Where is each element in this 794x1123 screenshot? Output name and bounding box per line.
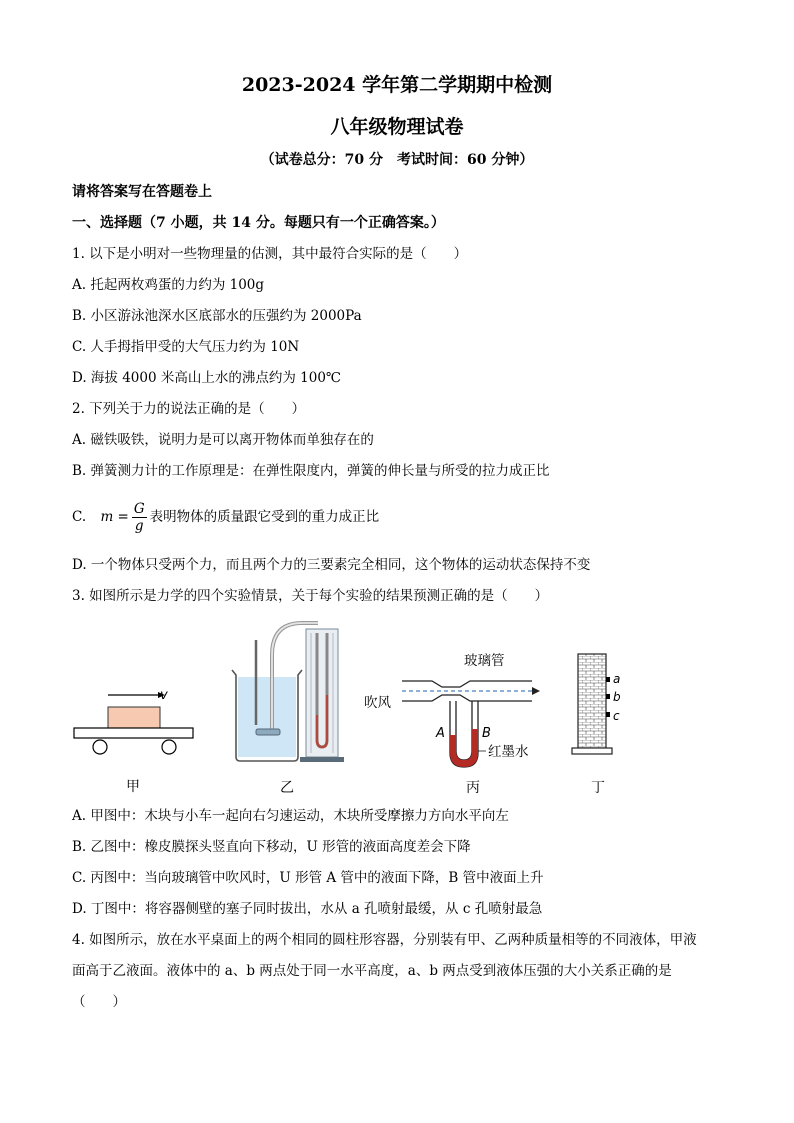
velocity-label: v (160, 688, 168, 703)
q2-option-c-prefix: C. (72, 509, 87, 525)
cart-wheel-left (93, 740, 107, 754)
caption-bing: 丙 (466, 780, 480, 796)
stopper-c (606, 712, 610, 717)
tube-b-label: B (482, 726, 491, 741)
airflow-arrowhead (532, 687, 540, 695)
q4-stem-line2: 面高于乙液面。液体中的 a、b 两点处于同一水平高度，a、b 两点受到液体压强的大小关系正确的是 (72, 963, 672, 979)
red-ink-label: 红墨水 (488, 744, 529, 760)
cart-wheel-right (162, 740, 176, 754)
formula-lhs: m = (100, 509, 129, 525)
hole-b-label: b (613, 690, 621, 704)
q3-option-b: B. 乙图中：橡皮膜探头竖直向下移动，U 形管的液面高度差会下降 (72, 839, 471, 855)
glass-tube-top (402, 681, 532, 687)
red-ink (450, 729, 478, 767)
q1-option-a: A. 托起两枚鸡蛋的力约为 100g (72, 277, 265, 293)
q4-stem-line3: （ ） (72, 994, 126, 1010)
glass-tube-label: 玻璃管 (464, 653, 505, 669)
hole-a-label: a (613, 672, 621, 686)
q4-stem-line1: 4. 如图所示，放在水平桌面上的两个相同的圆柱形容器，分别装有甲、乙两种质量相等的不同液体，甲液 (72, 932, 697, 948)
figure-ding (566, 650, 636, 760)
q3-option-d: D. 丁图中：将容器侧壁的塞子同时拔出，水从 a 孔喷射最缓，从 c 孔喷射最急 (72, 901, 543, 917)
figure-yi (222, 615, 352, 765)
wooden-block (108, 707, 160, 728)
section-heading: 一、选择题（7 小题，共 14 分。每题只有一个正确答案。） (72, 215, 445, 231)
stopper-b (606, 694, 610, 699)
caption-ding: 丁 (591, 780, 605, 796)
q2-option-a: A. 磁铁吸铁，说明力是可以离开物体而单独存在的 (72, 432, 374, 448)
tube-a-label: A (436, 726, 445, 741)
blow-label: 吹风 (364, 695, 391, 711)
figure-jia (70, 680, 200, 760)
exam-subtitle: 八年级物理试卷 (330, 116, 464, 138)
exam-info: （试卷总分：70 分 考试时间：60 分钟） (260, 152, 534, 168)
figure-bing (360, 645, 560, 775)
rubber-membrane-probe (256, 729, 280, 735)
q2-stem: 2. 下列关于力的说法正确的是（ ） (72, 401, 306, 417)
q3-stem: 3. 如图所示是力学的四个实验情景，关于每个实验的结果预测正确的是（ ） (72, 588, 549, 604)
q1-stem: 1. 以下是小明对一些物理量的估测，其中最符合实际的是（ ） (72, 246, 468, 262)
glass-tube-bottom (402, 695, 532, 701)
q2-option-c-text: 表明物体的质量跟它受到的重力成正比 (149, 509, 380, 525)
u-tube-inner (456, 701, 472, 760)
q2-option-c (72, 497, 379, 537)
stopper-a (606, 677, 610, 682)
caption-yi: 乙 (280, 780, 294, 796)
caption-jia: 甲 (126, 779, 140, 795)
formula-denominator: g (134, 518, 144, 534)
instruction: 请将答案写在答题卷上 (72, 184, 212, 200)
formula-fraction (132, 501, 147, 534)
q2-option-b: B. 弹簧测力计的工作原理是：在弹性限度内，弹簧的伸长量与所受的拉力成正比 (72, 463, 550, 479)
cart-body (74, 728, 193, 738)
exam-title: 2023-2024 学年第二学期期中检测 (241, 74, 553, 96)
container-base (572, 748, 612, 754)
water-column (578, 654, 606, 748)
q3-option-a: A. 甲图中：木块与小车一起向右匀速运动，木块所受摩擦力方向水平向左 (72, 808, 509, 824)
formula-numerator: G (133, 501, 145, 517)
q1-option-c: C. 人手拇指甲受的大气压力约为 10N (72, 339, 300, 355)
manometer-base (300, 757, 344, 762)
q1-option-b: B. 小区游泳池深水区底部水的压强约为 2000Pa (72, 308, 362, 324)
q2-option-d: D. 一个物体只受两个力，而且两个力的三要素完全相同，这个物体的运动状态保持不变 (72, 557, 591, 573)
beaker-water (238, 677, 296, 757)
q3-option-c: C. 丙图中：当向玻璃管中吹风时，U 形管 A 管中的液面下降，B 管中液面上升 (72, 870, 544, 886)
hole-c-label: c (613, 709, 620, 723)
q1-option-d: D. 海拔 4000 米高山上水的沸点约为 100℃ (72, 370, 342, 386)
